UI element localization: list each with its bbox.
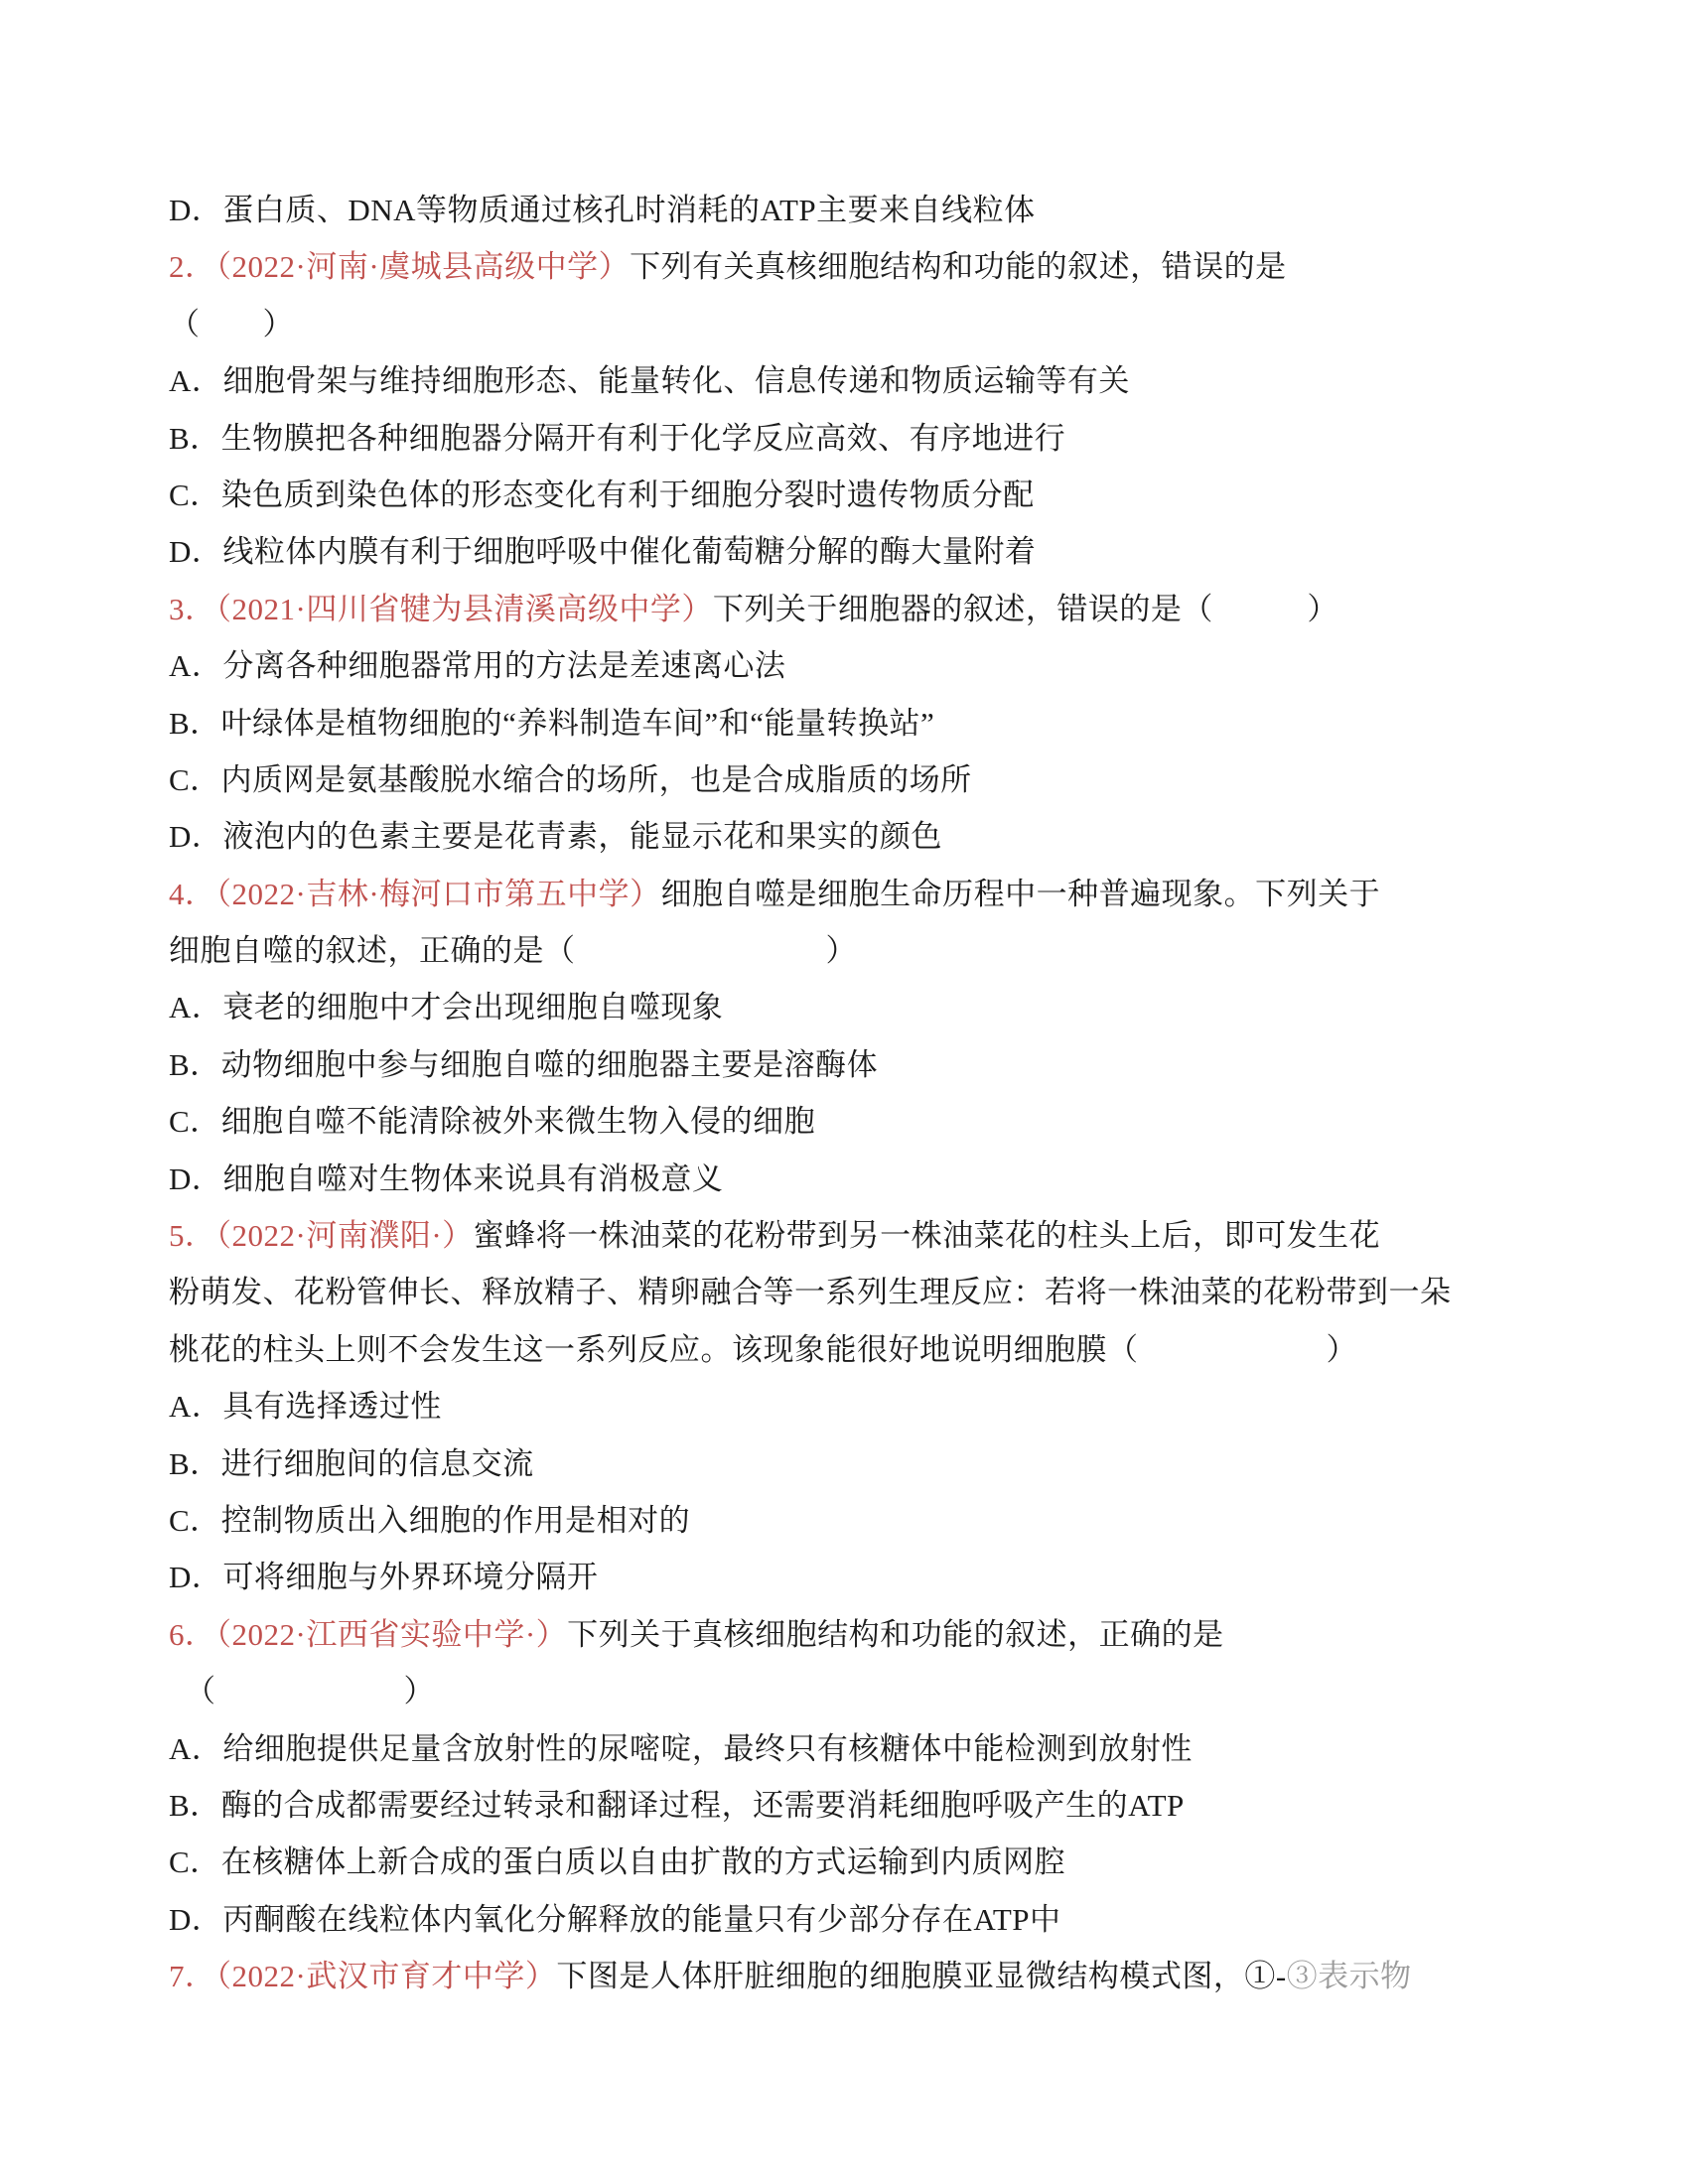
option-text: C．染色质到染色体的形态变化有利于细胞分裂时遗传物质分配 <box>169 477 1035 512</box>
question-source-tag: 6．（2022·江西省实验中学·） <box>169 1616 568 1652</box>
q5-option-a <box>169 1378 1559 1434</box>
q2-option-c <box>169 467 1559 523</box>
option-text: B．叶绿体是植物细胞的“养料制造车间”和“能量转换站” <box>169 705 935 741</box>
question-stem: 下图是人体肝脏细胞的细胞膜亚显微结构模式图，①- <box>556 1959 1287 1994</box>
q6-header <box>169 1606 1559 1663</box>
q3-option-d <box>169 808 1559 865</box>
q5-header <box>169 1207 1559 1264</box>
q4-option-c <box>169 1093 1559 1150</box>
question-stem-faded: ③表示物 <box>1286 1959 1412 1994</box>
question-stem: 细胞自噬是细胞生命历程中一种普遍现象。下列关于 <box>660 876 1381 911</box>
option-text: C．内质网是氨基酸脱水缩合的场所，也是合成脂质的场所 <box>169 761 972 797</box>
q5-option-c <box>169 1492 1559 1549</box>
question-stem: 下列关于真核细胞结构和功能的叙述，正确的是 <box>567 1616 1224 1652</box>
q4-header <box>169 866 1559 922</box>
q5-option-b <box>169 1435 1559 1492</box>
q6-option-c <box>169 1834 1559 1890</box>
q6-option-a <box>169 1720 1559 1777</box>
option-text: A．给细胞提供足量含放射性的尿嘧啶，最终只有核糖体中能检测到放射性 <box>169 1730 1193 1766</box>
q2-option-d <box>169 523 1559 580</box>
question-stem: 细胞自噬的叙述，正确的是（ ） <box>169 933 857 969</box>
q1-option-d <box>169 182 1559 238</box>
option-text: B．动物细胞中参与细胞自噬的细胞器主要是溶酶体 <box>169 1046 879 1082</box>
q4-option-b <box>169 1036 1559 1093</box>
option-text: D．线粒体内膜有利于细胞呼吸中催化葡萄糖分解的酶大量附着 <box>169 534 1037 570</box>
q5-header-line3 <box>169 1321 1559 1378</box>
q2-option-a <box>169 352 1559 409</box>
q4-option-a <box>169 979 1559 1035</box>
option-text: C．在核糖体上新合成的蛋白质以自由扩散的方式运输到内质网腔 <box>169 1844 1066 1880</box>
option-text: B．酶的合成都需要经过转录和翻译过程，还需要消耗细胞呼吸产生的ATP <box>169 1787 1185 1823</box>
answer-parentheses: （ ） <box>169 306 294 341</box>
option-text: A．具有选择透过性 <box>169 1389 442 1425</box>
question-stem: 下列有关真核细胞结构和功能的叙述，错误的是 <box>630 249 1287 285</box>
option-text: A．细胞骨架与维持细胞形态、能量转化、信息传递和物质运输等有关 <box>169 363 1130 399</box>
question-source-tag: 4．（2022·吉林·梅河口市第五中学） <box>169 876 661 911</box>
option-text: B．生物膜把各种细胞器分隔开有利于化学反应高效、有序地进行 <box>169 420 1066 456</box>
question-list <box>169 182 1559 2005</box>
q7-header <box>169 1948 1559 2004</box>
option-text: A．分离各种细胞器常用的方法是差速离心法 <box>169 648 786 684</box>
question-source-tag: 7．（2022·武汉市育才中学） <box>169 1959 557 1994</box>
question-stem: 下列关于细胞器的叙述，错误的是（ ） <box>712 591 1338 626</box>
q3-header <box>169 581 1559 637</box>
option-text: B．进行细胞间的信息交流 <box>169 1445 534 1481</box>
q2-answer-blank <box>169 296 1559 352</box>
q6-answer-blank <box>169 1663 1559 1719</box>
question-source-tag: 2．（2022·河南·虞城县高级中学） <box>169 249 631 285</box>
q3-option-a <box>169 637 1559 694</box>
q3-option-c <box>169 751 1559 808</box>
option-text: D．液泡内的色素主要是花青素，能显示花和果实的颜色 <box>169 819 942 855</box>
q3-option-b <box>169 695 1559 751</box>
option-text: D．细胞自噬对生物体来说具有消极意义 <box>169 1160 724 1196</box>
option-text: D．丙酮酸在线粒体内氧化分解释放的能量只有少部分存在ATP中 <box>169 1901 1061 1937</box>
q6-option-d <box>169 1891 1559 1948</box>
question-source-tag: 3．（2021·四川省犍为县清溪高级中学） <box>169 591 713 626</box>
question-source-tag: 5．（2022·河南濮阳·） <box>169 1218 474 1254</box>
answer-parentheses: （ ） <box>169 1674 435 1709</box>
q5-header-line2 <box>169 1264 1559 1320</box>
question-stem: 蜜蜂将一株油菜的花粉带到另一株油菜花的柱头上后，即可发生花 <box>473 1218 1381 1254</box>
question-stem: 桃花的柱头上则不会发生这一系列反应。该现象能很好地说明细胞膜（ ） <box>169 1331 1357 1367</box>
question-stem: 粉萌发、花粉管伸长、释放精子、精卵融合等一系列生理反应：若将一株油菜的花粉带到一朵 <box>169 1275 1452 1310</box>
q4-header-line2 <box>169 922 1559 979</box>
q2-header <box>169 238 1559 295</box>
option-text: C．细胞自噬不能清除被外来微生物入侵的细胞 <box>169 1104 816 1140</box>
option-text: A．衰老的细胞中才会出现细胞自噬现象 <box>169 990 724 1025</box>
q5-option-d <box>169 1549 1559 1605</box>
q4-option-d <box>169 1151 1559 1207</box>
option-text: C．控制物质出入细胞的作用是相对的 <box>169 1502 691 1538</box>
option-text: D．可将细胞与外界环境分隔开 <box>169 1560 599 1595</box>
option-text: D．蛋白质、DNA等物质通过核孔时消耗的ATP主要来自线粒体 <box>169 193 1036 227</box>
q2-option-b <box>169 410 1559 467</box>
q6-option-b <box>169 1777 1559 1834</box>
